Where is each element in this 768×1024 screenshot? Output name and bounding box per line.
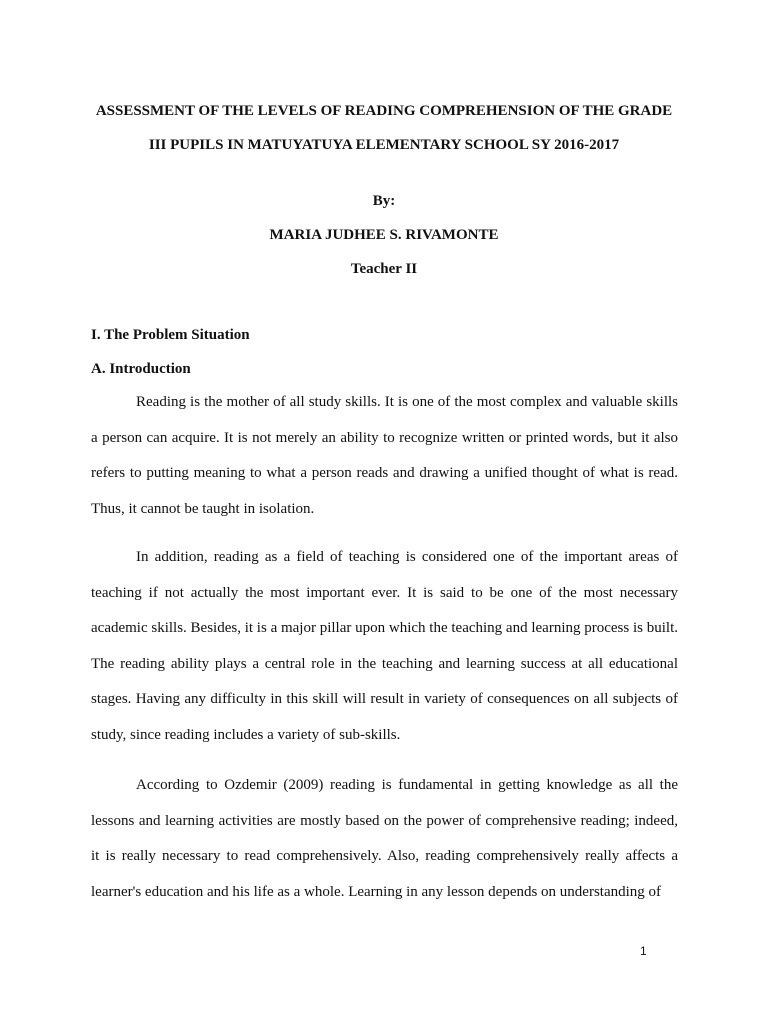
subsection-heading: A. Introduction bbox=[91, 361, 191, 377]
paragraph-1: Reading is the mother of all study skills. It is one of the most complex and valuable skills a person can acquire. It is not merely an ability to recognize written or printed words, but it also refers to putting meaning to what a person reads and drawing a unified thought of what is read. Thus, it cannot be taught in isolation. bbox=[91, 394, 678, 517]
title-line-1: ASSESSMENT OF THE LEVELS OF READING COMPREHENSION OF THE GRADE bbox=[95, 103, 673, 119]
document-title bbox=[80, 94, 688, 162]
by-label: By: bbox=[372, 193, 396, 209]
title-line-2: III PUPILS IN MATUYATUYA ELEMENTARY SCHOOL SY 2016-2017 bbox=[148, 137, 620, 153]
page-number: 1 bbox=[640, 944, 647, 958]
section-heading: I. The Problem Situation bbox=[91, 327, 250, 343]
paragraph-3: According to Ozdemir (2009) reading is fundamental in getting knowledge as all the lessons and learning activities are mostly based on the power of comprehensive reading; indeed, it is really necessary to read comprehensively. Also, reading comprehensively really affects a learner's education and his life as a whole. Learning in any lesson depends on understanding of bbox=[91, 777, 678, 900]
author-position: Teacher II bbox=[350, 261, 418, 277]
paragraph-2: In addition, reading as a field of teaching is considered one of the important areas of teaching if not actually the most important ever. It is said to be one of the most necessary academic skills. Besides, it is a major pillar upon which the teaching and learning process is built. The reading ability plays a central role in the teaching and learning success at all educational stages. Having any difficulty in this skill will result in variety of consequences on all subjects of study, since reading includes a variety of sub-skills. bbox=[91, 549, 678, 743]
author-name: MARIA JUDHEE S. RIVAMONTE bbox=[269, 227, 499, 243]
